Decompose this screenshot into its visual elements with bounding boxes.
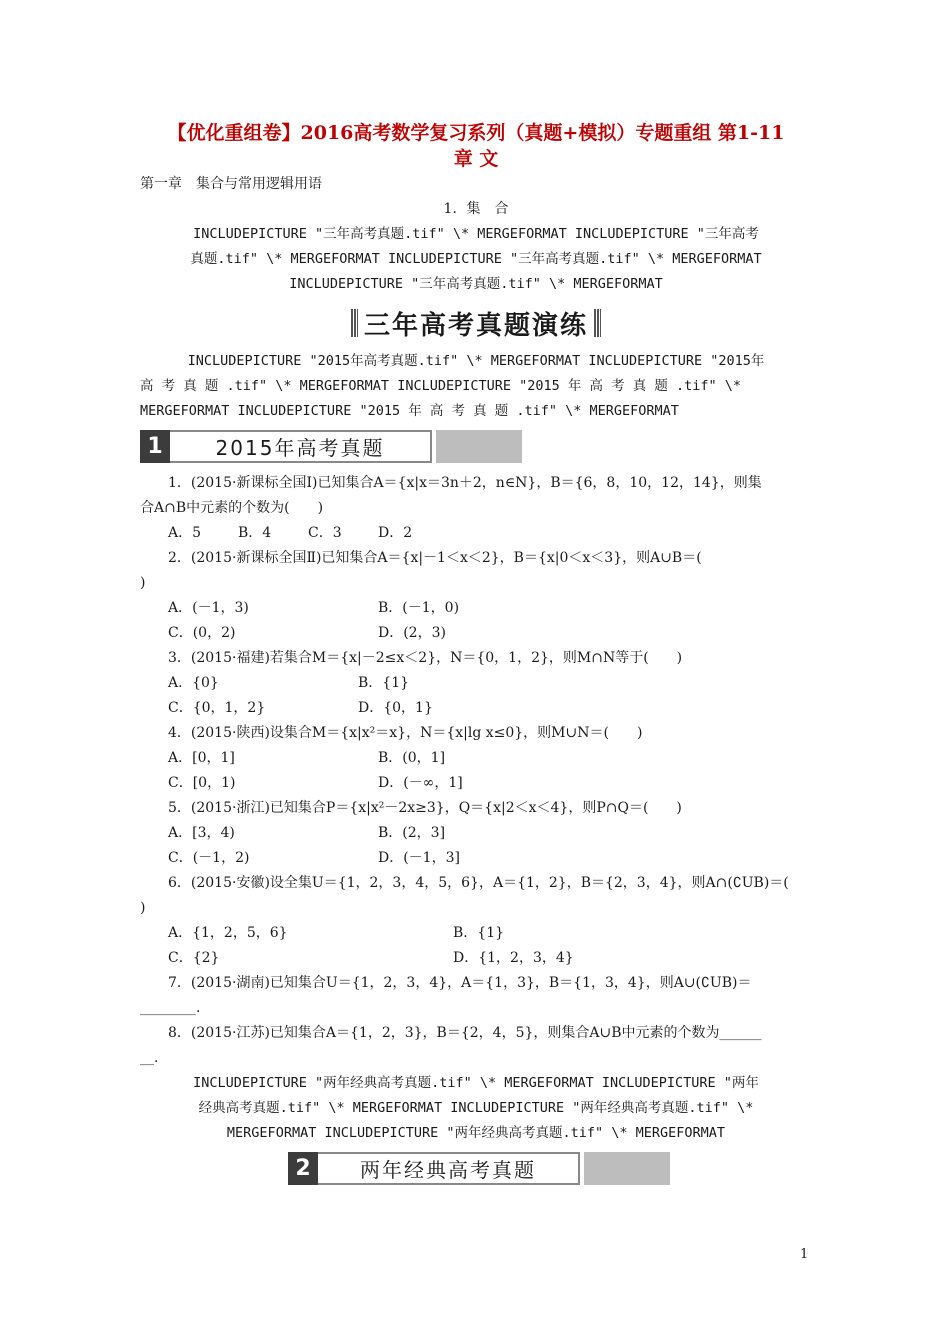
option-a: A．{0} xyxy=(168,675,219,691)
option-c: C．[0，1) xyxy=(168,775,236,791)
section-header-2015 xyxy=(140,430,812,463)
field-code-line: MERGEFORMAT INCLUDEPICTURE "两年经典高考真题.tif" \* MERGEFORMAT xyxy=(226,1125,726,1141)
option-b: B．(－1，0) xyxy=(378,600,460,616)
question-2-stem-cont: ) xyxy=(140,575,146,591)
field-code-line: INCLUDEPICTURE "两年经典高考真题.tif" \* MERGEFORMAT INCLUDEPICTURE "两年 xyxy=(193,1075,759,1091)
question-2-options-row1 xyxy=(140,596,812,621)
option-b: B．(0，1] xyxy=(378,750,446,766)
field-code-line: INCLUDEPICTURE "2015年高考真题.tif" \* MERGEFORMAT INCLUDEPICTURE "2015年 xyxy=(187,353,765,369)
question-8-stem-cont: __. xyxy=(140,1050,159,1066)
option-a: A．[0，1] xyxy=(168,750,235,766)
section-title: 2015年高考真题 xyxy=(170,430,432,463)
question-1-stem-cont: 合A∩B中元素的个数为( ) xyxy=(140,500,324,516)
section-grey-block xyxy=(436,430,522,463)
banner-text: 三年高考真题演练 xyxy=(363,310,588,341)
question-5-options-row1 xyxy=(140,821,812,846)
option-d: D．(－∞，1] xyxy=(378,775,463,791)
question-6-options-row1 xyxy=(140,921,812,946)
question-3-options-row2 xyxy=(140,696,812,721)
question-4-options-row2 xyxy=(140,771,812,796)
field-code-line: 真题.tif" \* MERGEFORMAT INCLUDEPICTURE "三年高考真题.tif" \* MERGEFORMAT xyxy=(190,251,762,267)
doc-title-line1: 【优化重组卷】2016高考数学复习系列（真题+模拟）专题重组 第1-11 xyxy=(167,122,785,144)
question-4-stem: 4．(2015·陕西)设集合M＝{x|x²＝x}，N＝{x|lg x≤0}，则M∪N＝( ) xyxy=(168,725,643,741)
field-code-line: 高 考 真 题 .tif" \* MERGEFORMAT INCLUDEPICTURE "2015 年 高 考 真 题 .tif" \* xyxy=(140,378,742,394)
option-d: D．(－1，3] xyxy=(378,850,460,866)
question-5-stem: 5．(2015·浙江)已知集合P＝{x|x²－2x≥3}，Q＝{x|2＜x＜4}，则P∩Q＝( ) xyxy=(168,800,682,816)
option-c: C．(0，2) xyxy=(168,625,236,641)
chapter-heading: 第一章 集合与常用逻辑用语 xyxy=(140,176,322,192)
question-2-stem: 2．(2015·新课标全国Ⅱ)已知集合A＝{x|－1＜x＜2}，B＝{x|0＜x＜3}，则A∪B＝( xyxy=(168,550,702,566)
question-7-stem-cont: ________. xyxy=(140,1000,201,1016)
question-6-options-row2 xyxy=(140,946,812,971)
section-header-two-year xyxy=(288,1152,812,1185)
banner-bar-right xyxy=(594,309,601,337)
question-8-stem: 8．(2015·江苏)已知集合A＝{1，2，3}，B＝{2，4，5}，则集合A∪B中元素的个数为______ xyxy=(168,1025,762,1041)
option-d: D．(2，3) xyxy=(378,625,446,641)
field-code-line: INCLUDEPICTURE "三年高考真题.tif" \* MERGEFORMAT INCLUDEPICTURE "三年高考 xyxy=(193,226,759,242)
question-1-options xyxy=(140,521,812,546)
option-a: A．{1，2，5，6} xyxy=(168,925,288,941)
question-5-options-row2 xyxy=(140,846,812,871)
option-a: A．5 xyxy=(168,525,202,541)
option-b: B．4 xyxy=(238,525,272,541)
option-d: D．{1，2，3，4} xyxy=(453,950,574,966)
banner-bar-left xyxy=(351,309,358,337)
page-number: 1 xyxy=(800,1247,809,1262)
question-6-stem: 6．(2015·安徽)设全集U＝{1，2，3，4，5，6}，A＝{1，2}，B＝{2，3，4}，则A∩(∁UB)＝( xyxy=(168,875,789,891)
section-number: 1 xyxy=(140,430,170,463)
option-a: A．(－1，3) xyxy=(168,600,249,616)
question-4-options-row1 xyxy=(140,746,812,771)
option-c: C．3 xyxy=(308,525,342,541)
question-3-options-row1 xyxy=(140,671,812,696)
question-6-stem-cont: ) xyxy=(140,900,146,916)
document-page xyxy=(140,120,812,1193)
section-title: 两年经典高考真题 xyxy=(318,1152,580,1185)
question-1-stem: 1．(2015·新课标全国Ⅰ)已知集合A＝{x|x＝3n＋2，n∈N}，B＝{6，8，10，12，14}，则集 xyxy=(168,475,762,491)
option-d: D．{0，1} xyxy=(358,700,433,716)
option-c: C．(－1，2) xyxy=(168,850,250,866)
question-3-stem: 3．(2015·福建)若集合M＝{x|－2≤x＜2}，N＝{0，1，2}，则M∩N等于( ) xyxy=(168,650,683,666)
doc-title-line2: 章 文 xyxy=(453,148,499,170)
section-heading: 1．集 合 xyxy=(443,201,509,217)
option-d: D．2 xyxy=(378,525,413,541)
section-grey-block xyxy=(584,1152,670,1185)
option-b: B．(2，3] xyxy=(378,825,446,841)
banner-three-year xyxy=(326,305,626,341)
question-7-stem: 7．(2015·湖南)已知集合U＝{1，2，3，4}，A＝{1，3}，B＝{1，3，4}，则A∪(∁UB)＝ xyxy=(168,975,752,991)
option-b: B．{1} xyxy=(453,925,505,941)
field-code-line: 经典高考真题.tif" \* MERGEFORMAT INCLUDEPICTURE "两年经典高考真题.tif" \* xyxy=(198,1100,754,1116)
section-number: 2 xyxy=(288,1152,318,1185)
option-c: C．{2} xyxy=(168,950,220,966)
field-code-line: MERGEFORMAT INCLUDEPICTURE "2015 年 高 考 真 题 .tif" \* MERGEFORMAT xyxy=(140,403,679,419)
option-c: C．{0，1，2} xyxy=(168,700,266,716)
option-b: B．{1} xyxy=(358,675,410,691)
field-code-line: INCLUDEPICTURE "三年高考真题.tif" \* MERGEFORMAT xyxy=(289,276,663,292)
option-a: A．[3，4) xyxy=(168,825,235,841)
question-2-options-row2 xyxy=(140,621,812,646)
